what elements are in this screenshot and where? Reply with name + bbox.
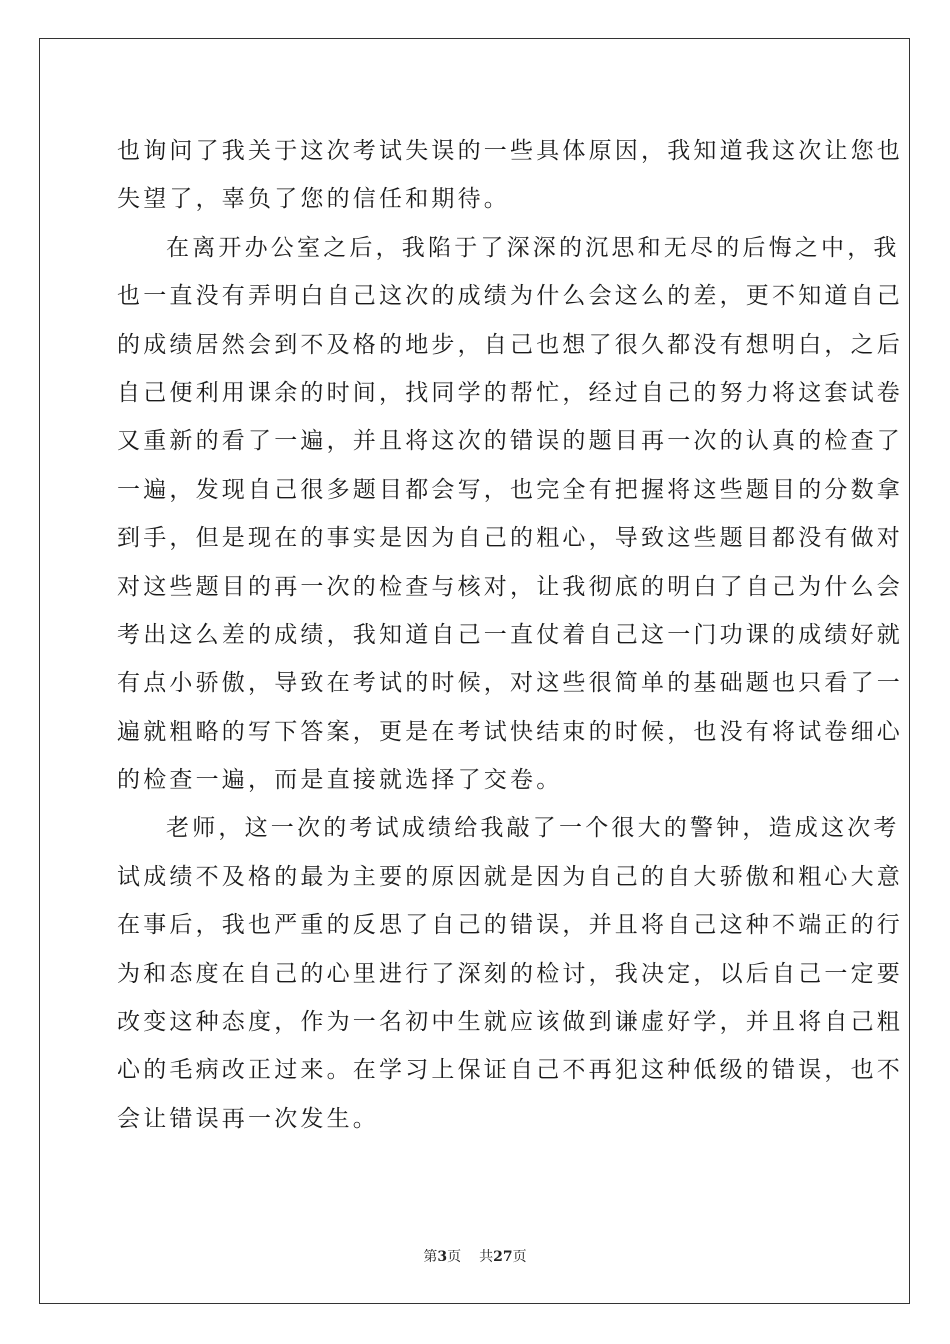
text-line: 失望了，辜负了您的信任和期待。 (117, 186, 510, 213)
total-prefix: 共 (479, 1249, 494, 1265)
text-line: 心的毛病改正过来。在学习上保证自己不再犯这种低级的错误，也不 (117, 1057, 903, 1084)
text-line: 会让错误再一次发生。 (117, 1105, 379, 1132)
text-line: 为和态度在自己的心里进行了深刻的检讨，我决定，以后自己一定要 (117, 960, 903, 987)
paragraph-start-line: 在离开办公室之后，我陷于了深深的沉思和无尽的后悔之中，我 (166, 234, 900, 261)
text-line: 又重新的看了一遍，并且将这次的错误的题目再一次的认真的检查了 (117, 428, 903, 455)
text-line: 有点小骄傲，导致在考试的时候，对这些很简单的基础题也只看了一 (117, 670, 903, 697)
text-line: 的成绩居然会到不及格的地步，自己也想了很久都没有想明白，之后 (117, 331, 903, 358)
text-line: 遍就粗略的写下答案，更是在考试快结束的时候，也没有将试卷细心 (117, 718, 903, 745)
page-prefix: 第 (423, 1249, 438, 1265)
page-suffix: 页 (447, 1249, 462, 1265)
text-line: 试成绩不及格的最为主要的原因就是因为自己的自大骄傲和粗心大意 (117, 863, 903, 890)
text-line: 改变这种态度，作为一名初中生就应该做到谦虚好学，并且将自己粗 (117, 1009, 903, 1036)
text-line: 考出这么差的成绩，我知道自己一直仗着自己这一门功课的成绩好就 (117, 621, 903, 648)
text-line: 对这些题目的再一次的检查与核对，让我彻底的明白了自己为什么会 (117, 573, 903, 600)
text-line: 也一直没有弄明白自己这次的成绩为什么会这么的差，更不知道自己 (117, 283, 903, 310)
paragraph-start-line: 老师，这一次的考试成绩给我敲了一个很大的警钟，造成这次考 (166, 815, 900, 842)
text-line: 到手，但是现在的事实是因为自己的粗心，导致这些题目都没有做对 (117, 525, 903, 552)
total-pages: 27 (493, 1249, 513, 1265)
total-suffix: 页 (512, 1249, 527, 1265)
page-footer (0, 1247, 950, 1267)
text-line: 的检查一遍，而是直接就选择了交卷。 (117, 767, 563, 794)
document-body (117, 127, 903, 1143)
page-number: 3 (437, 1249, 448, 1265)
text-line: 一遍，发现自己很多题目都会写，也完全有把握将这些题目的分数拿 (117, 476, 903, 503)
text-line: 自己便利用课余的时间，找同学的帮忙，经过自己的努力将这套试卷 (117, 379, 903, 406)
text-line: 也询问了我关于这次考试失误的一些具体原因，我知道我这次让您也 (117, 138, 903, 164)
text-line: 在事后，我也严重的反思了自己的错误，并且将自己这种不端正的行 (117, 912, 903, 939)
